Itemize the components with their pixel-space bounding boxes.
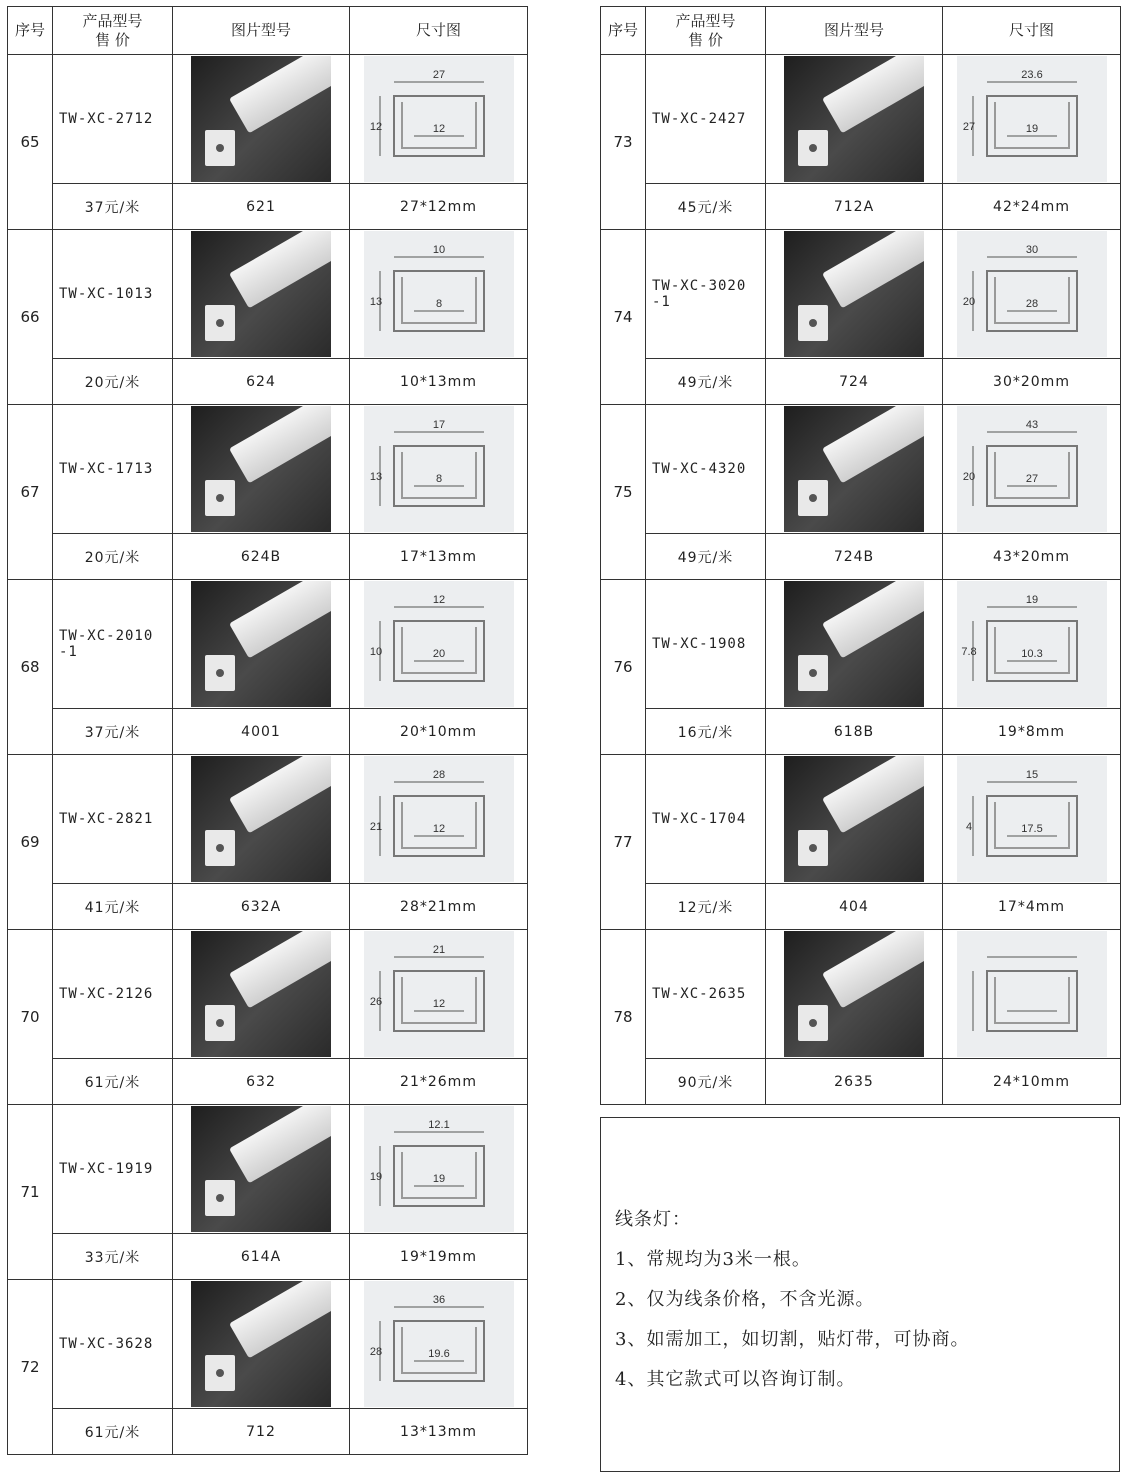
drawing-cell xyxy=(350,1105,528,1234)
dimension-drawing xyxy=(957,406,1107,532)
dim-label-inner: 19.6 xyxy=(427,1348,450,1360)
seq-cell: 70 xyxy=(8,930,53,1105)
dimension-drawing xyxy=(364,1106,514,1232)
photo-cell xyxy=(766,230,943,359)
model-text: TW-XC-3020 -1 xyxy=(652,278,747,310)
drawing-cell xyxy=(350,405,528,534)
product-row-info xyxy=(8,709,528,755)
product-photo xyxy=(784,756,924,882)
product-row xyxy=(8,580,528,709)
model-text: TW-XC-2712 xyxy=(59,111,154,127)
price-cell: 45元/米 xyxy=(646,184,766,230)
dimension-drawing xyxy=(364,756,514,882)
model-text: TW-XC-2126 xyxy=(59,986,154,1002)
photo-cell xyxy=(173,1105,350,1234)
price-cell: 12元/米 xyxy=(646,884,766,930)
dim-label-inner: 19 xyxy=(1025,123,1038,135)
dim-label-width: 21 xyxy=(432,944,445,956)
product-row xyxy=(8,55,528,184)
notes-item: 2、仅为线条价格，不含光源。 xyxy=(615,1289,875,1310)
dim-label-height: 4 xyxy=(965,821,972,833)
dim-label-inner: 12 xyxy=(432,823,445,835)
product-photo xyxy=(191,931,331,1057)
drawing-cell xyxy=(350,55,528,184)
photo-cell xyxy=(766,55,943,184)
picture-model-cell: 4001 xyxy=(173,709,350,755)
dim-label-width: 12 xyxy=(432,594,445,606)
size-cell: 17*13mm xyxy=(350,534,528,580)
dim-label-height: 13 xyxy=(369,471,382,483)
product-photo xyxy=(191,1281,331,1407)
model-cell xyxy=(53,1280,173,1409)
drawing-cell xyxy=(943,405,1121,534)
dimension-drawing xyxy=(957,56,1107,182)
photo-cell xyxy=(173,1280,350,1409)
model-text: TW-XC-1908 xyxy=(652,636,747,652)
photo-cell xyxy=(766,580,943,709)
size-cell: 27*12mm xyxy=(350,184,528,230)
drawing-cell xyxy=(350,580,528,709)
dim-label-inner: 10.3 xyxy=(1020,648,1043,660)
product-photo xyxy=(784,56,924,182)
product-row xyxy=(8,755,528,884)
product-row xyxy=(601,930,1121,1059)
dim-label-height: 10 xyxy=(369,646,382,658)
seq-cell: 66 xyxy=(8,230,53,405)
dim-label-inner: 12 xyxy=(432,998,445,1010)
product-photo xyxy=(191,56,331,182)
picture-model-cell: 404 xyxy=(766,884,943,930)
notes xyxy=(615,1200,969,1400)
picture-model-cell: 2635 xyxy=(766,1059,943,1105)
seq-cell: 74 xyxy=(601,230,646,405)
dim-label-height: 27 xyxy=(962,121,975,133)
drawing-cell xyxy=(943,930,1121,1059)
picture-model-cell: 614A xyxy=(173,1234,350,1280)
size-cell: 28*21mm xyxy=(350,884,528,930)
dimension-drawing xyxy=(364,231,514,357)
picture-model-cell: 632A xyxy=(173,884,350,930)
product-row xyxy=(601,405,1121,534)
product-row-info xyxy=(601,184,1121,230)
dim-label-inner: 8 xyxy=(435,473,442,485)
drawing-cell xyxy=(943,230,1121,359)
notes-item: 4、其它款式可以咨询订制。 xyxy=(615,1369,856,1390)
dim-label-height: 13 xyxy=(369,296,382,308)
price-cell: 16元/米 xyxy=(646,709,766,755)
product-row-info xyxy=(8,184,528,230)
seq-cell: 76 xyxy=(601,580,646,755)
seq-cell: 71 xyxy=(8,1105,53,1280)
size-cell: 43*20mm xyxy=(943,534,1121,580)
header-seq: 序号 xyxy=(601,7,646,55)
product-row-info xyxy=(601,359,1121,405)
dim-label-height: 20 xyxy=(962,471,975,483)
dim-label-height: 28 xyxy=(369,1346,382,1358)
photo-cell xyxy=(173,930,350,1059)
price-cell: 90元/米 xyxy=(646,1059,766,1105)
photo-cell xyxy=(766,930,943,1059)
product-row xyxy=(8,930,528,1059)
price-cell: 49元/米 xyxy=(646,359,766,405)
dim-label-inner: 12 xyxy=(432,123,445,135)
price-cell: 61元/米 xyxy=(53,1409,173,1455)
dim-label-height: 19 xyxy=(369,1171,382,1183)
model-cell xyxy=(646,230,766,359)
drawing-cell xyxy=(350,230,528,359)
dimension-drawing xyxy=(364,581,514,707)
product-photo xyxy=(191,756,331,882)
size-cell: 19*8mm xyxy=(943,709,1121,755)
product-photo xyxy=(191,1106,331,1232)
product-row-info xyxy=(601,1059,1121,1105)
dim-label-width: 36 xyxy=(432,1294,445,1306)
price-cell: 61元/米 xyxy=(53,1059,173,1105)
price-cell: 20元/米 xyxy=(53,534,173,580)
dim-label-height: 20 xyxy=(962,296,975,308)
dimension-drawing xyxy=(957,581,1107,707)
drawing-cell xyxy=(350,755,528,884)
model-text: TW-XC-2010 -1 xyxy=(59,628,154,660)
dim-label-height: 12 xyxy=(369,121,382,133)
price-cell: 41元/米 xyxy=(53,884,173,930)
product-table-right xyxy=(600,6,1121,1105)
product-photo xyxy=(191,231,331,357)
picture-model-cell: 618B xyxy=(766,709,943,755)
dimension-drawing xyxy=(364,56,514,182)
product-row xyxy=(8,1280,528,1409)
price-cell: 33元/米 xyxy=(53,1234,173,1280)
dimension-drawing xyxy=(957,931,1107,1057)
dim-label-width: 28 xyxy=(432,769,445,781)
dim-label-width: 17 xyxy=(432,419,445,431)
drawing-cell xyxy=(943,755,1121,884)
seq-cell: 69 xyxy=(8,755,53,930)
product-row xyxy=(8,1105,528,1234)
dim-label-width: 19 xyxy=(1025,594,1038,606)
dim-label-width: 23.6 xyxy=(1020,69,1043,81)
product-photo xyxy=(784,231,924,357)
picture-model-cell: 712 xyxy=(173,1409,350,1455)
product-photo xyxy=(191,406,331,532)
seq-cell: 73 xyxy=(601,55,646,230)
dimension-drawing xyxy=(364,406,514,532)
product-row-info xyxy=(601,884,1121,930)
dim-label-width: 15 xyxy=(1025,769,1038,781)
price-cell: 37元/米 xyxy=(53,184,173,230)
seq-cell: 68 xyxy=(8,580,53,755)
model-text: TW-XC-1713 xyxy=(59,461,154,477)
notes-title: 线条灯： xyxy=(615,1209,691,1230)
product-row-info xyxy=(601,709,1121,755)
dimension-drawing xyxy=(957,231,1107,357)
model-cell xyxy=(53,230,173,359)
price-cell: 20元/米 xyxy=(53,359,173,405)
size-cell: 13*13mm xyxy=(350,1409,528,1455)
photo-cell xyxy=(173,580,350,709)
seq-cell: 67 xyxy=(8,405,53,580)
photo-cell xyxy=(173,405,350,534)
dim-label-width: 43 xyxy=(1025,419,1038,431)
model-cell xyxy=(646,930,766,1059)
picture-model-cell: 621 xyxy=(173,184,350,230)
size-cell: 21*26mm xyxy=(350,1059,528,1105)
seq-cell: 75 xyxy=(601,405,646,580)
model-text: TW-XC-4320 xyxy=(652,461,747,477)
photo-cell xyxy=(173,55,350,184)
photo-cell xyxy=(173,230,350,359)
model-cell xyxy=(53,1105,173,1234)
model-text: TW-XC-1013 xyxy=(59,286,154,302)
picture-model-cell: 624 xyxy=(173,359,350,405)
photo-cell xyxy=(173,755,350,884)
drawing-cell xyxy=(943,580,1121,709)
seq-cell: 78 xyxy=(601,930,646,1105)
product-row-info xyxy=(8,1234,528,1280)
size-cell: 30*20mm xyxy=(943,359,1121,405)
drawing-cell xyxy=(350,1280,528,1409)
seq-cell: 65 xyxy=(8,55,53,230)
notes-box xyxy=(600,1117,1120,1472)
price-cell: 37元/米 xyxy=(53,709,173,755)
model-cell xyxy=(646,405,766,534)
price-cell: 49元/米 xyxy=(646,534,766,580)
model-text: TW-XC-2427 xyxy=(652,111,747,127)
drawing-cell xyxy=(350,930,528,1059)
dim-label-width: 27 xyxy=(432,69,445,81)
header-picture-model: 图片型号 xyxy=(766,7,943,55)
product-row xyxy=(601,55,1121,184)
product-row-info xyxy=(8,1059,528,1105)
product-row xyxy=(8,230,528,359)
seq-cell: 77 xyxy=(601,755,646,930)
model-text: TW-XC-2635 xyxy=(652,986,747,1002)
dimension-drawing xyxy=(364,931,514,1057)
notes-item: 1、常规均为3米一根。 xyxy=(615,1249,811,1270)
dim-label-width: 30 xyxy=(1025,244,1038,256)
product-row-info xyxy=(601,534,1121,580)
product-row xyxy=(601,230,1121,359)
product-row-info xyxy=(8,534,528,580)
photo-cell xyxy=(766,405,943,534)
model-cell xyxy=(646,55,766,184)
dim-label-height: 21 xyxy=(369,821,382,833)
header-dimension-drawing: 尺寸图 xyxy=(350,7,528,55)
size-cell: 20*10mm xyxy=(350,709,528,755)
model-cell xyxy=(53,55,173,184)
picture-model-cell: 632 xyxy=(173,1059,350,1105)
product-row-info xyxy=(8,1409,528,1455)
product-row xyxy=(601,755,1121,884)
dim-label-width: 12.1 xyxy=(427,1119,450,1131)
product-photo xyxy=(784,581,924,707)
model-cell xyxy=(53,755,173,884)
picture-model-cell: 724 xyxy=(766,359,943,405)
product-photo xyxy=(784,931,924,1057)
product-photo xyxy=(191,581,331,707)
model-cell xyxy=(646,580,766,709)
dim-label-height: 7.8 xyxy=(960,646,977,658)
picture-model-cell: 712A xyxy=(766,184,943,230)
header-seq: 序号 xyxy=(8,7,53,55)
size-cell: 10*13mm xyxy=(350,359,528,405)
model-text: TW-XC-1919 xyxy=(59,1161,154,1177)
size-cell: 24*10mm xyxy=(943,1059,1121,1105)
dim-label-inner: 8 xyxy=(435,298,442,310)
dim-label-inner: 19 xyxy=(432,1173,445,1185)
model-cell xyxy=(646,755,766,884)
dimension-drawing xyxy=(957,756,1107,882)
dim-label-inner: 27 xyxy=(1025,473,1038,485)
product-row xyxy=(601,580,1121,709)
header-model-price: 产品型号 售 价 xyxy=(646,7,766,55)
header-picture-model: 图片型号 xyxy=(173,7,350,55)
model-cell xyxy=(53,405,173,534)
model-cell xyxy=(53,580,173,709)
size-cell: 19*19mm xyxy=(350,1234,528,1280)
picture-model-cell: 624B xyxy=(173,534,350,580)
product-photo xyxy=(784,406,924,532)
product-row xyxy=(8,405,528,534)
size-cell: 17*4mm xyxy=(943,884,1121,930)
model-cell xyxy=(53,930,173,1059)
model-text: TW-XC-3628 xyxy=(59,1336,154,1352)
seq-cell: 72 xyxy=(8,1280,53,1455)
model-text: TW-XC-2821 xyxy=(59,811,154,827)
dim-label-height: 26 xyxy=(369,996,382,1008)
dim-label-inner: 20 xyxy=(432,648,445,660)
product-table-left xyxy=(7,6,528,1455)
dim-label-inner: 17.5 xyxy=(1020,823,1043,835)
model-text: TW-XC-1704 xyxy=(652,811,747,827)
notes-item: 3、如需加工，如切割，贴灯带，可协商。 xyxy=(615,1329,970,1350)
header-model-price: 产品型号 售 价 xyxy=(53,7,173,55)
size-cell: 42*24mm xyxy=(943,184,1121,230)
dimension-drawing xyxy=(364,1281,514,1407)
drawing-cell xyxy=(943,55,1121,184)
dim-label-width: 10 xyxy=(432,244,445,256)
header-dimension-drawing: 尺寸图 xyxy=(943,7,1121,55)
dim-label-inner: 28 xyxy=(1025,298,1038,310)
picture-model-cell: 724B xyxy=(766,534,943,580)
product-row-info xyxy=(8,884,528,930)
product-row-info xyxy=(8,359,528,405)
photo-cell xyxy=(766,755,943,884)
